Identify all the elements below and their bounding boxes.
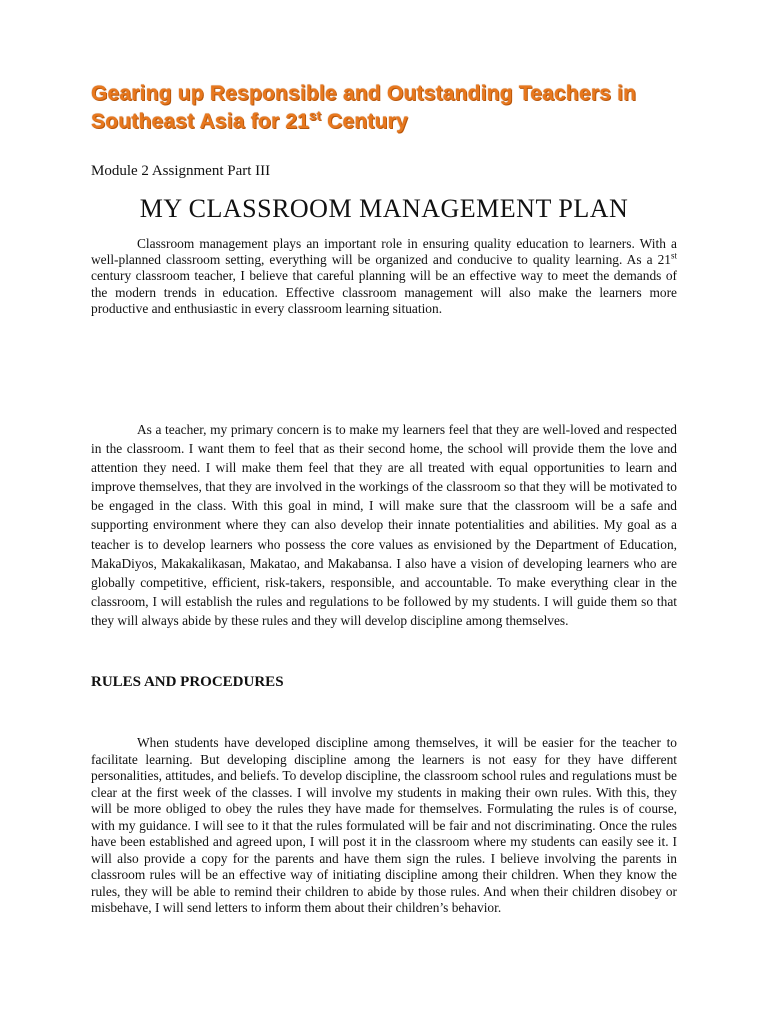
intro-superscript: st [670,250,677,261]
header-title-line1: Gearing up Responsible and Outstanding Teachers in [91,82,637,105]
intro-text-end: century classroom teacher, I believe that careful planning will be an effective way to meet the demands of the modern trends in education. Effective classroom management will also make the learners more productive and enthusiastic in every classroom learning situation. [91,268,677,316]
header-title-superscript: st [309,108,322,123]
header-title-line2: Southeast Asia for 21 [91,110,310,133]
document-header-title [91,80,711,136]
section-heading-rules: RULES AND PROCEDURES [91,674,284,690]
rules-paragraph: When students have developed discipline among themselves, it will be easier for the teacher to facilitate learning. But developing discipline among the learners is not easy for they have different personalities, attitudes, and beliefs. To develop discipline, the classroom school rules and regulations must be clear at the first week of the classes. I will involve my students in making their own rules. With this, they will be more obliged to obey the rules they have made for themselves. Formulating the rules is of course, with my guidance. I will see to it that the rules formulated will be fair and not discriminating. Once the rules have been established and agreed upon, I will post it in the classroom where my students can easily see it. I will also provide a copy for the parents and have them sign the rules. I believe involving the parents in classroom rules will be an effective way of initiating discipline among their children. When they know the rules, they will be able to remind their children to abide by those rules. And when their children disobey or misbehave, I will send letters to inform them about their children’s behavior. [91,735,677,915]
intro-text-start: Classroom management plays an important role in ensuring quality education to learners. With a well-planned classroom setting, everything will be organized and conducive to quality learning. As a 21 [91,236,677,268]
concern-paragraph: As a teacher, my primary concern is to make my learners feel that they are well-loved and respected in the classroom. I want them to feel that as their second home, the school will provide them the love and attention they need. I will make them feel that they are all treated with equal opportunities to learn and improve themselves, that they are involved in the workings of the classroom so that they will be motivated to be engaged in the class. With this goal in mind, I will make sure that the classroom will be a safe and supporting environment where they can also develop their innate potentialities and abilities. My goal as a teacher is to develop learners who possess the core values as envisioned by the Department of Education, MakaDiyos, Makakalikasan, Makatao, and Makabansa. I also have a vision of developing learners who are globally competitive, efficient, risk-takers, responsible, and accountable. To make everything clear in the classroom, I will establish the rules and regulations to be followed by my students. I will guide them so that they will always abide by these rules and they will develop discipline among themselves. [91,422,677,628]
intro-paragraph [91,236,677,317]
module-label: Module 2 Assignment Part III [91,163,271,179]
plan-title: MY CLASSROOM MANAGEMENT PLAN [139,194,629,223]
header-title-end: Century [321,110,408,133]
